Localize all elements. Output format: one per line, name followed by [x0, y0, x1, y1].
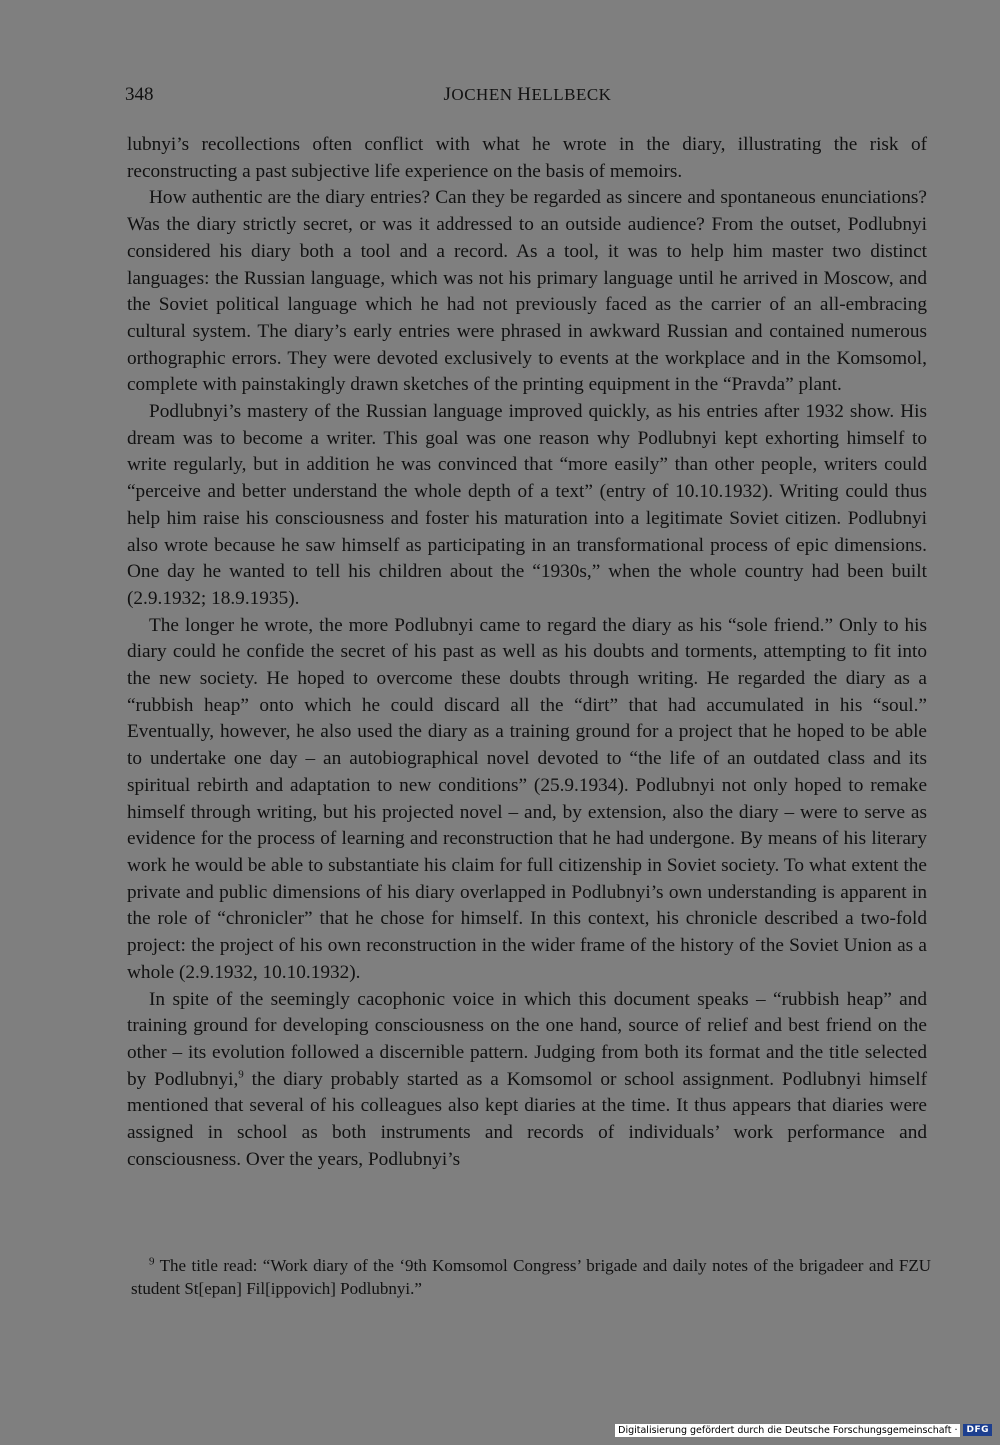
page-header	[125, 84, 930, 110]
dfg-logo: DFG	[963, 1424, 992, 1436]
footnote-reference[interactable]: 9	[238, 1068, 244, 1081]
digitization-credit	[615, 1421, 992, 1439]
running-head: JOCHEN HELLBECK	[443, 84, 612, 105]
body-text	[127, 132, 927, 1173]
paragraph-2: How authentic are the diary entries? Can they be regarded as sincere and spontaneous enunciations? Was the diary strictly secret, or was it addressed to an outside audience? From the outset, Podlubnyi considered his diary both a tool and a record. As a tool, it was to help him master two distinct languages: the Russian language, which was not his primary language until he arrived in Moscow, and the Soviet political language which he had not previously faced as the carrier of an all-embracing cultural system. The diary’s early entries were phrased in awkward Russian and contained numerous orthographic errors. They were devoted exclusively to events at the workplace and in the Komsomol, complete with painstakingly drawn sketches of the printing equipment in the “Pravda” plant.	[127, 187, 927, 396]
page-number: 348	[125, 84, 154, 105]
footnote-marker: 9	[149, 1255, 155, 1268]
footnote	[131, 1254, 931, 1300]
credit-text: Digitalisierung gefördert durch die Deutsche Forschungsgemeinschaft ·	[615, 1424, 960, 1437]
paragraph-3: Podlubnyi’s mastery of the Russian language improved quickly, as his entries after 1932 show. His dream was to become a writer. This goal was one reason why Podlubnyi kept exhorting himself to write regularly, but in addition he was convinced that “more easily” than other people, writers could “perceive and better understand the whole depth of a text” (entry of 10.10.1932). Writing could thus help him raise his consciousness and foster his maturation into a legitimate Soviet citizen. Podlubnyi also wrote because he saw himself as participating in an transformational process of epic dimensions. One day he wanted to tell his children about the “1930s,” when the whole country had been built (2.9.1932; 18.9.1935).	[127, 401, 927, 609]
footnote-text: The title read: “Work diary of the ‘9th Komsomol Congress’ brigade and daily notes of the brigadeer and FZU student St[epan] Fil[ippovich] Podlubnyi.”	[131, 1256, 931, 1298]
paragraph-5: In spite of the seemingly cacophonic voice in which this document speaks – “rubbish heap” and training ground for developing consciousness on the one hand, source of relief and best friend on the other – its evolution followed a discernible pattern. Judging from both its format and the title selected by Podlubnyi,$^9$ the diary probably started as a Komsomol or school assignment. Podlubnyi himself mentioned that several of his colleagues also kept diaries at the time. It thus appears that diaries were assigned in school as both instruments and records of individuals’ work performance and consciousness. Over the years, Podlubnyi’s	[127, 988, 927, 1170]
paragraph-1: lubnyi’s recollections often conflict with what he wrote in the diary, illustrating the risk of reconstructing a past subjective life experience on the basis of memoirs.	[127, 134, 927, 182]
paragraph-4: The longer he wrote, the more Podlubnyi came to regard the diary as his “sole friend.” Only to his diary could he confide the secret of his past as well as his doubts and torments, attempting to fit into the new society. He hoped to overcome these doubts through writing. He regarded the diary as a “rubbish heap” onto which he could discard all the “dirt” that had accumulated in his “soul.” Eventually, however, he also used the diary as a training ground for a project that he hoped to be able to undertake one day – an autobiographical novel devoted to “the life of an outdated class and its spiritual rebirth and adaptation to new conditions” (25.9.1934). Podlubnyi not only hoped to remake himself through writing, but his projected novel – and, by extension, also the diary – were to serve as evidence for the process of learning and reconstruction that he had undergone. By means of his literary work he would be able to substantiate his claim for full citizenship in Soviet society. To what extent the private and public dimensions of his diary overlapped in Podlubnyi’s own understanding is apparent in the role of “chronicler” that he chose for himself. In this context, his chronicle described a two-fold project: the project of his own reconstruction in the wider frame of the history of the Soviet Union as a whole (2.9.1932, 10.10.1932).	[127, 614, 927, 983]
